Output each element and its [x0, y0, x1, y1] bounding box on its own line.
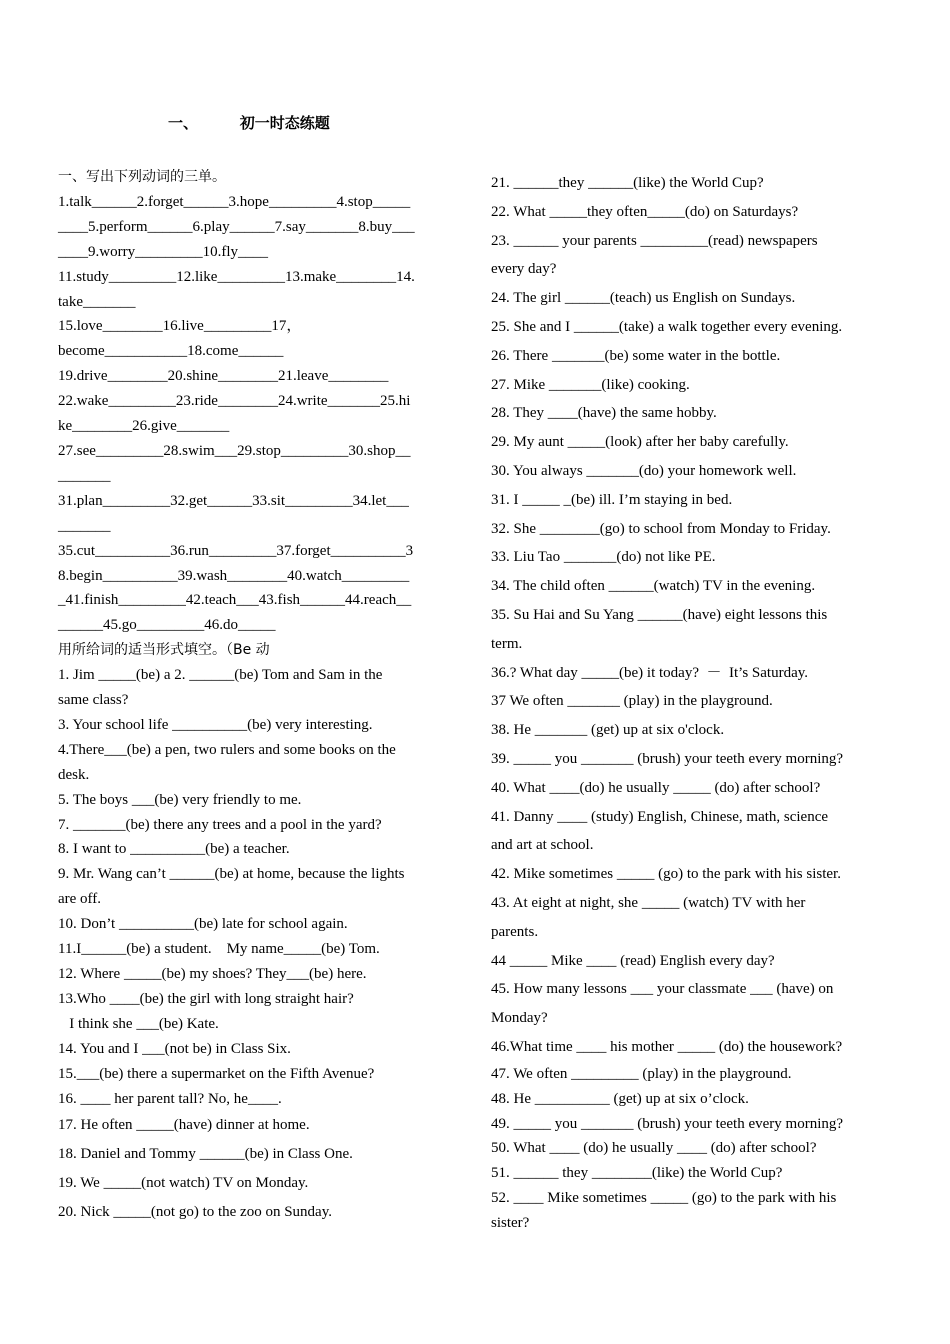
text-line: 48. He __________ (get) up at six o’clock.	[491, 1090, 749, 1107]
text-line: 37 We often _______ (play) in the playground.	[491, 693, 773, 710]
text-line: 11.I______(be) a student. My name_____(be) Tom.	[58, 941, 380, 958]
text-line: every day?	[491, 261, 557, 278]
text-line: parents.	[491, 923, 539, 940]
text-line: 4.There___(be) a pen, two rulers and some books on the	[58, 741, 396, 758]
text-line: 41. Danny ____ (study) English, Chinese, math, science	[491, 808, 829, 825]
text-line: 47. We often _________ (play) in the playground.	[491, 1065, 792, 1082]
text-line: 38. He _______ (get) up at six o'clock.	[491, 722, 725, 739]
text-line: ____9.worry_________10.fly____	[58, 243, 268, 260]
text-line: 24. The girl ______(teach) us English on Sundays.	[491, 290, 796, 307]
text-line: 46.What time ____ his mother _____ (do) the housework?	[491, 1038, 843, 1055]
text-line: 9. Mr. Wang can’t ______(be) at home, because the lights	[58, 866, 405, 883]
text-line: become___________18.come______	[58, 343, 284, 360]
text-line: 19. We _____(not watch) TV on Monday.	[58, 1175, 309, 1192]
text-line: 44 _____ Mike ____ (read) English every day?	[491, 952, 775, 969]
text-line: 36.? What day _____(be) it today? － It’s Saturday.	[491, 664, 809, 681]
text-line: and art at school.	[491, 837, 594, 854]
text-line: 18. Daniel and Tommy ______(be) in Class One.	[58, 1146, 353, 1163]
text-line: ke________26.give_______	[58, 418, 230, 435]
text-line: ____5.perform______6.play______7.say_______8.buy___	[58, 218, 415, 235]
text-line: 22.wake_________23.ride________24.write_______25.hi	[58, 393, 411, 410]
text-line: _______	[58, 517, 111, 534]
text-line: are off.	[58, 891, 102, 908]
page-title: 一、 初一时态练题	[168, 114, 330, 132]
text-line: 49. _____ you _______ (brush) your teeth every morning?	[491, 1115, 844, 1132]
text-line: 39. _____ you _______ (brush) your teeth every morning?	[491, 750, 844, 767]
text-line: 5. The boys ___(be) very friendly to me.	[58, 791, 302, 808]
text-line: 3. Your school life __________(be) very interesting.	[58, 716, 373, 733]
text-line: 15.love________16.live_________17，	[58, 318, 302, 335]
text-line: 52. ____ Mike sometimes _____ (go) to the park with his	[491, 1190, 837, 1207]
text-line: 45. How many lessons ___ your classmate ___ (have) on	[491, 981, 834, 998]
text-line: 14. You and I ___(not be) in Class Six.	[58, 1040, 291, 1057]
text-line: term.	[491, 635, 523, 652]
text-line: 23. ______ your parents _________(read) newspapers	[491, 232, 818, 249]
left-column	[58, 165, 460, 1227]
text-line: 19.drive________20.shine________21.leave________	[58, 368, 389, 385]
text-line: take_______	[58, 293, 136, 310]
text-line: 35.cut__________36.run_________37.forget__________3	[58, 542, 414, 559]
text-line: same class?	[58, 692, 129, 709]
text-line: 51. ______ they ________(like) the World Cup?	[491, 1165, 783, 1182]
text-line: 32. She ________(go) to school from Monday to Friday.	[491, 520, 831, 537]
text-line: 27.see_________28.swim___29.stop_________30.shop__	[58, 442, 411, 459]
text-line: 42. Mike sometimes _____ (go) to the park with his sister.	[491, 866, 841, 883]
text-line: 8. I want to __________(be) a teacher.	[58, 841, 290, 858]
text-line: 15.___(be) there a supermarket on the Fifth Avenue?	[58, 1065, 375, 1082]
text-line: 50. What ____ (do) he usually ____ (do) after school?	[491, 1140, 817, 1157]
text-line: 8.begin__________39.wash________40.watch_________	[58, 567, 410, 584]
text-line: 11.study_________12.like_________13.make________14.	[58, 268, 415, 285]
text-line: desk.	[58, 766, 90, 783]
text-line: 29. My aunt _____(look) after her baby carefully.	[491, 434, 789, 451]
text-line: sister?	[491, 1215, 530, 1232]
text-line: 12. Where _____(be) my shoes? They___(be) here.	[58, 966, 367, 982]
text-line: 1.talk______2.forget______3.hope_________4.stop_____	[58, 193, 411, 210]
text-line: 7. _______(be) there any trees and a pool in the yard?	[58, 816, 382, 833]
text-line: 10. Don’t __________(be) late for school again.	[58, 916, 348, 933]
text-line: 35. Su Hai and Su Yang ______(have) eight lessons this	[491, 606, 828, 623]
text-line: 31. I _____ _(be) ill. I’m staying in bed.	[491, 491, 733, 508]
text-line: 20. Nick _____(not go) to the zoo on Sunday.	[58, 1204, 332, 1221]
text-line: 17. He often _____(have) dinner at home.	[58, 1117, 310, 1134]
right-column	[491, 169, 891, 1236]
text-line: Monday?	[491, 1010, 548, 1027]
text-line: 13.Who ____(be) the girl with long straight hair?	[58, 990, 354, 1007]
text-line: 21. ______they ______(like) the World Cup?	[491, 175, 764, 191]
text-line: 27. Mike _______(like) cooking.	[491, 376, 690, 393]
text-line: 34. The child often ______(watch) TV in the evening.	[491, 578, 816, 595]
text-line: 22. What _____they often_____(do) on Saturdays?	[491, 203, 799, 220]
text-line: 1. Jim _____(be) a 2. ______(be) Tom and Sam in the	[58, 667, 383, 684]
text-line: 40. What ____(do) he usually _____ (do) after school?	[491, 779, 821, 796]
text-line: 28. They ____(have) the same hobby.	[491, 405, 717, 422]
text-line: _41.finish_________42.teach___43.fish______44.reach__	[58, 592, 412, 609]
text-line: _______	[58, 467, 111, 484]
text-line: 16. ____ her parent tall? No, he____.	[58, 1090, 282, 1107]
text-line: 43. At eight at night, she _____ (watch) TV with her	[491, 894, 806, 911]
text-line: 一、写出下列动词的三单。	[58, 169, 226, 185]
text-line: 31.plan_________32.get______33.sit_________34.let___	[58, 492, 409, 509]
text-line: I think she ___(be) Kate.	[58, 1015, 219, 1032]
text-line: 30. You always _______(do) your homework well.	[491, 462, 797, 479]
text-line: 用所给词的适当形式填空。（Be 动	[58, 642, 270, 659]
text-line: ______45.go_________46.do_____	[58, 617, 276, 634]
text-line: 26. There _______(be) some water in the bottle.	[491, 347, 781, 364]
text-line: 25. She and I ______(take) a walk together every evening.	[491, 318, 843, 335]
text-line: 33. Liu Tao _______(do) not like PE.	[491, 549, 716, 566]
